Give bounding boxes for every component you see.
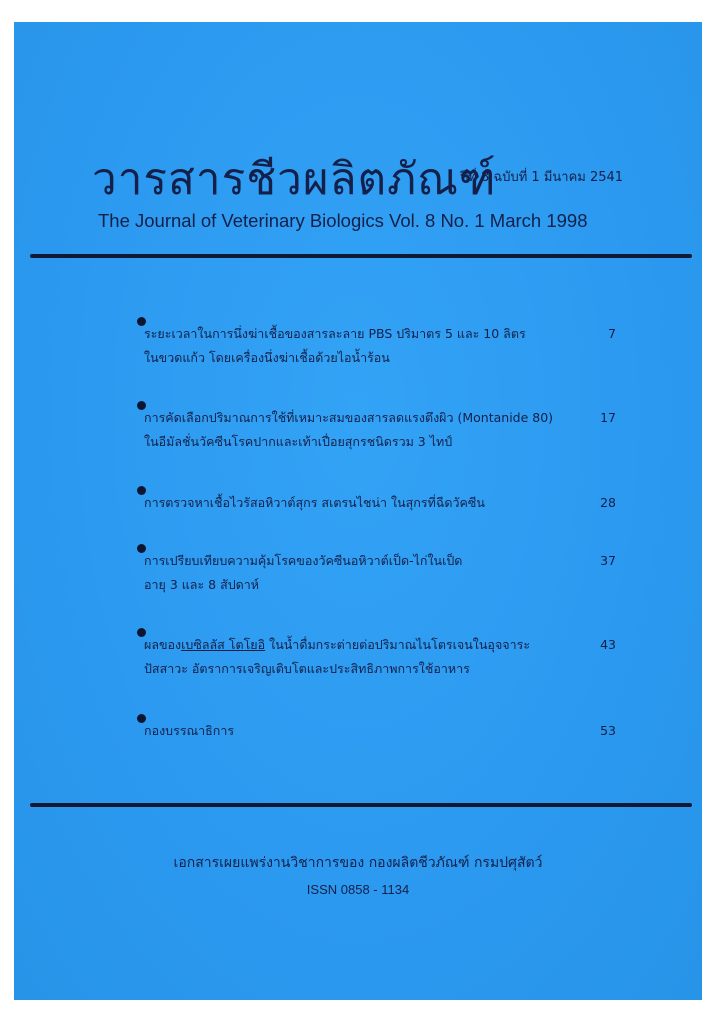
- bullet-icon: [137, 544, 146, 553]
- toc-entry: [144, 719, 614, 743]
- toc-entry: [144, 549, 614, 597]
- toc-entry: [144, 406, 614, 454]
- issn-number: ISSN 0858 - 1134: [306, 882, 410, 897]
- bullet-icon: [137, 486, 146, 495]
- journal-title-thai: วารสารชีวผลิตภัณฑ์: [92, 154, 497, 205]
- toc-entry-title-line1: [144, 633, 614, 657]
- toc-entry-page: 43: [600, 637, 616, 652]
- toc-entry-page: 17: [600, 410, 616, 425]
- bullet-icon: [137, 401, 146, 410]
- journal-title-english: The Journal of Veterinary Biologics Vol. 8 No. 1 March 1998: [98, 210, 588, 231]
- toc-entry-title-prefix: ผลของ: [144, 637, 182, 652]
- toc-entry-title-line1: การตรวจหาเชื้อไวรัสอหิวาต์สุกร สเตรนไชน่า ในสุกรที่ฉีดวัคซีน: [144, 495, 485, 510]
- toc-entry-species-name: เบซิลลัส โตโยอิ: [181, 637, 266, 652]
- toc-entry: [144, 491, 614, 515]
- toc-entry-page: 28: [600, 495, 616, 510]
- toc-entry-title-line2: ในอีมัลชั่นวัคซีนโรคปากและเท้าเปื่อยสุกรชนิดรวม 3 ไทป์: [144, 434, 453, 449]
- bottom-divider: [30, 803, 692, 807]
- toc-entry-title-line1: กองบรรณาธิการ: [144, 723, 235, 738]
- toc-entry-title-line2: ในขวดแก้ว โดยเครื่องนึ่งฆ่าเชื้อด้วยไอน้ำร้อน: [144, 350, 390, 365]
- toc-entry: [144, 633, 614, 681]
- toc-entry-title-line1: การคัดเลือกปริมาณการใช้ที่เหมาะสมของสารลดแรงตึงผิว (Montanide 80): [144, 410, 554, 425]
- bullet-icon: [137, 317, 146, 326]
- toc-entry-title-suffix: ในน้ำดื่มกระต่ายต่อปริมาณไนโตรเจนในอุจจาระ: [265, 637, 531, 652]
- toc-entry-page: 7: [608, 326, 616, 341]
- issue-info-thai: ปีที่ 8 ฉบับที่ 1 มีนาคม 2541: [460, 170, 624, 185]
- bullet-icon: [137, 714, 146, 723]
- toc-entry-page: 53: [600, 723, 616, 738]
- toc-entry: [144, 322, 614, 370]
- toc-entry-title-line1: ระยะเวลาในการนึ่งฆ่าเชื้อของสารละลาย PBS ปริมาตร 5 และ 10 ลิตร: [144, 326, 526, 341]
- toc-entry-title-line1: การเปรียบเทียบความคุ้มโรคของวัคซีนอหิวาต์เป็ด-ไก่ในเป็ด: [144, 553, 463, 568]
- journal-cover: [14, 22, 702, 1000]
- toc-entry-page: 37: [600, 553, 616, 568]
- publisher-line: เอกสารเผยแพร่งานวิชาการของ กองผลิตชีวภัณฑ์ กรมปศุสัตว์: [173, 855, 543, 871]
- bullet-icon: [137, 628, 146, 637]
- toc-entry-title-line2: อายุ 3 และ 8 สัปดาห์: [144, 577, 260, 592]
- toc-entry-title-line2: ปัสสาวะ อัตราการเจริญเติบโตและประสิทธิภาพการใช้อาหาร: [144, 661, 470, 676]
